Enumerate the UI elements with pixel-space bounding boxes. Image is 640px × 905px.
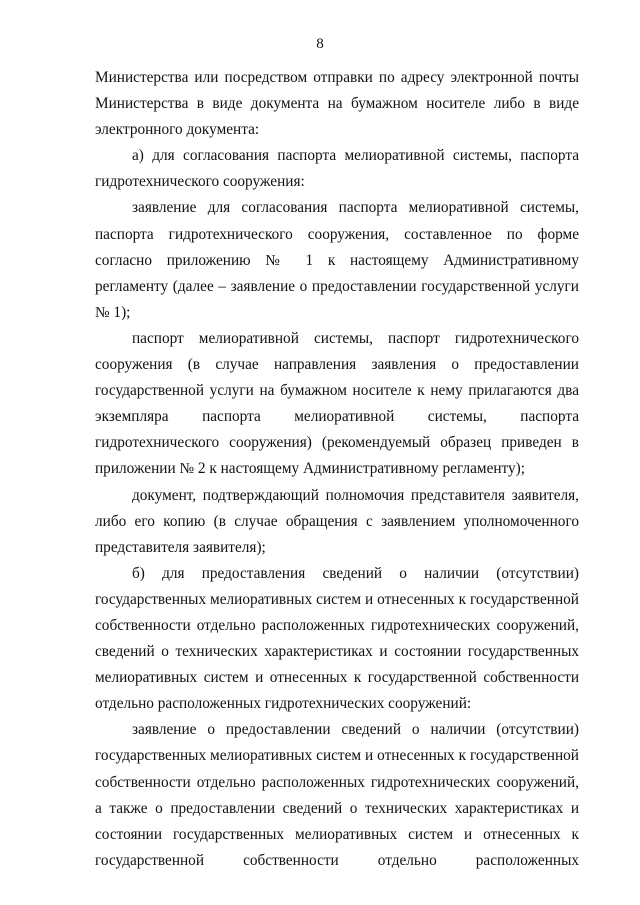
paragraph-application-form-1: заявление для согласования паспорта мелиоративной системы, паспорта гидротехнического сооружения, составленное по форме согласно приложению № 1 к настоящему Административному регламенту (далее – заявление о предоставлении государственной услуги № 1); — [95, 199, 579, 321]
document-body — [95, 65, 579, 874]
paragraph-authority-document: документ, подтверждающий полномочия представителя заявителя, либо его копию (в случае обращения с заявлением уполномоченного представителя заявителя); — [95, 486, 579, 556]
paragraph-continuation: Министерства или посредством отправки по адресу электронной почты Министерства в виде документа на бумажном носителе либо в виде электронного документа: — [95, 69, 579, 139]
paragraph-passport: паспорт мелиоративной системы, паспорт гидротехнического сооружения (в случае направления заявления о предоставлении государственной услуги на бумажном носителе к нему прилагаются два экземпляра паспорта мелиоративной системы, паспорта гидротехнического сооружения) (рекомендуемый образец приведен в приложении № 2 к настоящему Административному регламенту); — [95, 329, 579, 478]
paragraph-item-b: б) для предоставления сведений о наличии (отсутствии) государственных мелиоративных систем и отнесенных к государственной собственности отдельно расположенных гидротехнических сооружений, сведений о технических характеристиках и состоянии государственных мелиоративных систем и отнесенных к государственной собственности отдельно расположенных гидротехнических сооружений: — [95, 564, 579, 713]
paragraph-item-a: а) для согласования паспорта мелиоративной системы, паспорта гидротехнического сооружения: — [95, 147, 579, 191]
page-number: 8 — [316, 36, 324, 52]
paragraph-application-information: заявление о предоставлении сведений о наличии (отсутствии) государственных мелиоративных систем и отнесенных к государственной собственности отдельно расположенных гидротехнических сооружений, а также о предоставлении сведений о технических характеристиках и состоянии государственных мелиоративных систем и отнесенных к государственной собственности отдельно расположенных — [95, 721, 579, 869]
